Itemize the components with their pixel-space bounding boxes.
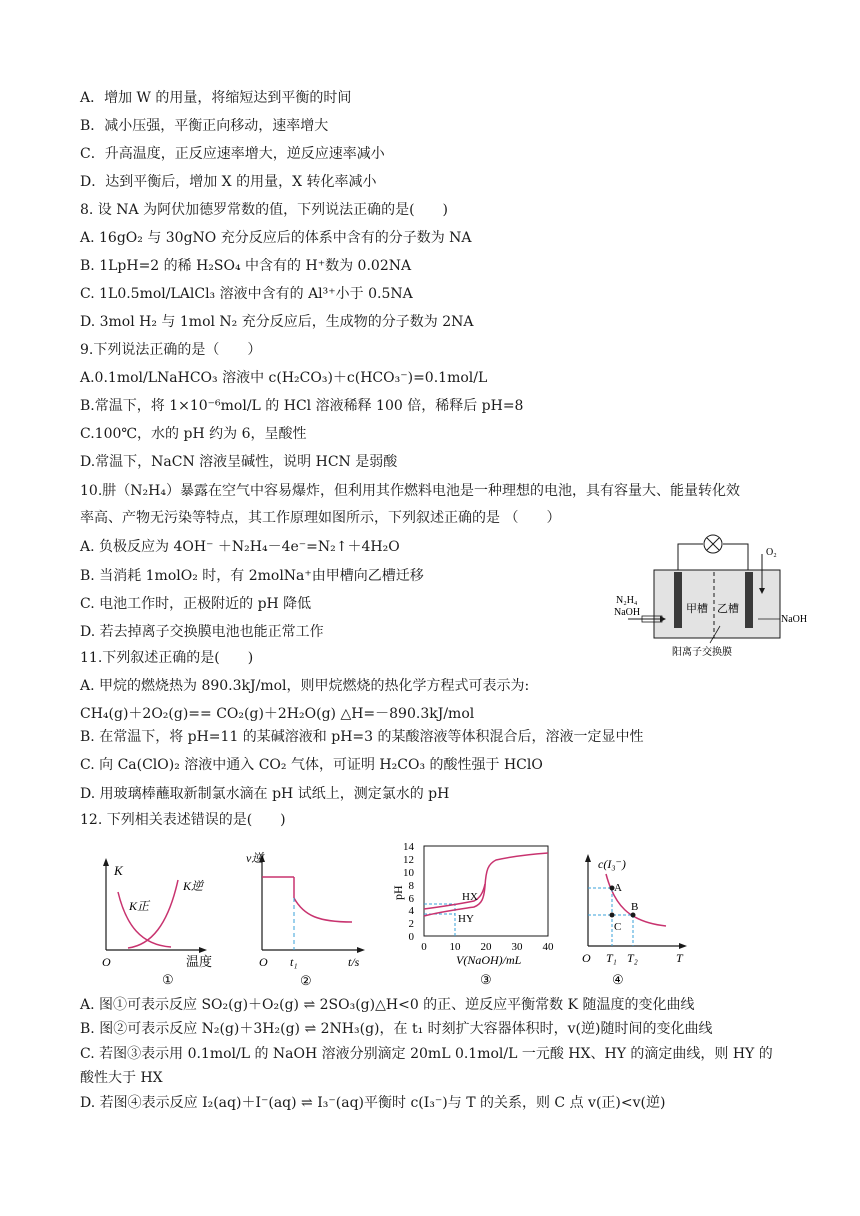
fig3-hy-label: HY xyxy=(458,913,474,925)
fig3-ytick-10: 10 xyxy=(403,867,414,879)
naoh-right-label: NaOH xyxy=(781,614,808,625)
fig3-xtick-30: 30 xyxy=(511,941,523,953)
q12-figure-3 xyxy=(384,838,570,990)
q12-figure-2 xyxy=(244,846,374,988)
q10-stem-line1: 10.肼（N₂H₄）暴露在空气中容易爆炸，但利用其作燃料电池是一种理想的电池，具有容量大、能量转化效 xyxy=(80,483,740,499)
q10-option-a: A. 负极反应为 4OH⁻ ＋N₂H₄－4e⁻=N₂↑＋4H₂O xyxy=(80,539,400,555)
fig4-b-label: B xyxy=(631,901,639,913)
fig4-xlabel: T xyxy=(676,951,683,965)
cell-a-label: 甲槽 xyxy=(686,603,708,615)
q8-option-b: B. 1LpH=2 的稀 H₂SO₄ 中含有的 H⁺数为 0.02NA xyxy=(80,258,412,274)
fig1-k-forward-label: K正 xyxy=(129,899,150,913)
q9-option-c: C.100℃，水的 pH 约为 6，呈酸性 xyxy=(80,426,307,442)
fig1-origin: O xyxy=(102,955,111,969)
q9-option-a: A.0.1mol/LNaHCO₃ 溶液中 c(H₂CO₃)＋c(HCO₃⁻)=0.1mol/L xyxy=(80,370,488,386)
q12-stem: 12. 下列相关表述错误的是( ) xyxy=(80,812,286,828)
q10-stem-line2: 率高、产物无污染等特点，其工作原理如图所示，下列叙述正确的是 （ ） xyxy=(80,510,561,526)
positive-electrode xyxy=(745,572,753,628)
fig3-xtick-20: 20 xyxy=(480,941,492,953)
fuel-cell-diagram xyxy=(600,530,830,660)
fig3-ytick-12: 12 xyxy=(403,854,414,866)
q7-option-c: C．升高温度，正反应速率增大，逆反应速率减小 xyxy=(80,146,385,162)
cell-b-label: 乙槽 xyxy=(717,603,739,615)
q10-option-b: B. 当消耗 1molO₂ 时，有 2molNa⁺由甲槽向乙槽迁移 xyxy=(80,568,424,584)
fig3-xtick-10: 10 xyxy=(449,941,461,953)
fig2-number: ② xyxy=(300,973,312,988)
fig2-xlabel: t/s xyxy=(348,955,360,969)
q8-option-d: D. 3mol H₂ 与 1mol N₂ 充分反应后，生成物的分子数为 2NA xyxy=(80,314,474,330)
fig4-t1: T₁ xyxy=(606,951,617,965)
q7-option-d: D．达到平衡后，增加 X 的用量，X 转化率减小 xyxy=(80,174,377,190)
membrane-label: 阳离子交换膜 xyxy=(672,647,732,658)
fig2-v-after xyxy=(294,898,352,922)
q10-option-d: D. 若去掉离子交换膜电池也能正常工作 xyxy=(80,624,324,640)
q11-option-c: C. 向 Ca(ClO)₂ 溶液中通入 CO₂ 气体，可证明 H₂CO₃ 的酸性强于 HClO xyxy=(80,757,543,773)
q12-figure-1 xyxy=(96,850,221,988)
fig3-number: ③ xyxy=(480,972,492,987)
fig3-ytick-0: 0 xyxy=(408,931,414,943)
fig2-ylabel: v逆 xyxy=(246,851,264,865)
q11-stem: 11.下列叙述正确的是( ) xyxy=(80,650,254,666)
naoh-left-label: NaOH xyxy=(614,607,641,618)
n2h4-label: N₂H₄ xyxy=(616,595,638,606)
q7-option-a: A．增加 W 的用量，将缩短达到平衡的时间 xyxy=(80,90,352,106)
fig4-ylabel: c(I₃⁻) xyxy=(598,857,626,871)
fig3-xtick-0: 0 xyxy=(421,941,427,953)
fig1-xlabel: 温度 xyxy=(186,954,213,969)
q9-option-d: D.常温下，NaCN 溶液呈碱性，说明 HCN 是弱酸 xyxy=(80,454,398,470)
negative-electrode xyxy=(674,572,682,628)
fig3-hx-label: HX xyxy=(462,891,478,903)
fig4-c-label: C xyxy=(614,921,622,933)
q9-stem: 9.下列说法正确的是（ ） xyxy=(80,342,262,358)
q8-option-c: C. 1L0.5mol/LAlCl₃ 溶液中含有的 Al³⁺小于 0.5NA xyxy=(80,286,413,302)
q12-option-c: C. 若图③表示用 0.1mol/L 的 NaOH 溶液分别滴定 20mL 0.1mol/L 一元酸 HX、HY 的滴定曲线，则 HY 的 xyxy=(80,1046,773,1062)
q12-option-b: B. 图②可表示反应 N₂(g)＋3H₂(g) ⇌ 2NH₃(g)，在 t₁ 时刻扩大容器体积时，v(逆)随时间的变化曲线 xyxy=(80,1021,713,1037)
fig3-ytick-4: 4 xyxy=(408,905,414,917)
fig3-xtick-40: 40 xyxy=(542,941,554,953)
fig3-ytick-6: 6 xyxy=(408,893,414,905)
fig3-xlabel: V(NaOH)/mL xyxy=(456,953,522,967)
fig2-t1: t₁ xyxy=(290,955,298,969)
q11-equation: CH₄(g)＋2O₂(g)== CO₂(g)＋2H₂O(g) △H=－890.3kJ/mol xyxy=(80,706,475,722)
fig1-number: ① xyxy=(162,972,174,987)
fig4-a-label: A xyxy=(614,882,622,894)
q8-stem: 8. 设 NA 为阿伏加德罗常数的值，下列说法正确的是( ) xyxy=(80,202,448,218)
fig4-b-dashed xyxy=(588,915,633,946)
q10-option-c: C. 电池工作时，正极附近的 pH 降低 xyxy=(80,596,312,612)
q11-option-b: B. 在常温下，将 pH=11 的某碱溶液和 pH=3 的某酸溶液等体积混合后，溶液一定显中性 xyxy=(80,729,644,745)
o2-label: O₂ xyxy=(766,547,777,558)
q7-option-b: B．减小压强，平衡正向移动，速率增大 xyxy=(80,118,329,134)
q9-option-b: B.常温下，将 1×10⁻⁶mol/L 的 HCl 溶液稀释 100 倍，稀释后 pH=8 xyxy=(80,398,524,414)
q12-option-a: A. 图①可表示反应 SO₂(g)＋O₂(g) ⇌ 2SO₃(g)△H<0 的正、逆反应平衡常数 K 随温度的变化曲线 xyxy=(80,997,695,1013)
fig4-t2: T₂ xyxy=(627,951,638,965)
fig4-point-c xyxy=(610,913,615,918)
fig4-a-dashed xyxy=(588,888,612,946)
fig3-ytick-2: 2 xyxy=(408,918,414,930)
fig4-origin: O xyxy=(582,951,591,965)
q11-option-a: A. 甲烷的燃烧热为 890.3kJ/mol，则甲烷燃烧的热化学方程式可表示为: xyxy=(80,678,530,694)
fig3-plot-frame xyxy=(424,846,548,936)
q12-figure-4 xyxy=(576,846,706,988)
q12-option-d: D. 若图④表示反应 I₂(aq)＋I⁻(aq) ⇌ I₃⁻(aq)平衡时 c(I₃⁻)与 T 的关系，则 C 点 v(正)<v(逆) xyxy=(80,1095,666,1111)
fig3-ylabel: pH xyxy=(391,885,405,900)
fig4-number: ④ xyxy=(612,972,624,987)
fig2-origin: O xyxy=(259,955,268,969)
fig4-point-b xyxy=(631,913,636,918)
fig3-x-ticks xyxy=(421,941,554,953)
fig1-k-reverse-label: K逆 xyxy=(183,879,204,893)
q8-option-a: A. 16gO₂ 与 30gNO 充分反应后的体系中含有的分子数为 NA xyxy=(80,230,472,246)
fig1-ylabel: K xyxy=(114,863,123,878)
fig3-ytick-8: 8 xyxy=(408,880,414,892)
fig3-ytick-14: 14 xyxy=(403,841,414,853)
fig1-k-reverse-curve xyxy=(128,880,178,948)
q12-option-c-cont: 酸性大于 HX xyxy=(80,1070,163,1086)
lamp-icon xyxy=(704,535,722,553)
q11-option-d: D. 用玻璃棒蘸取新制氯水滴在 pH 试纸上，测定氯水的 pH xyxy=(80,786,450,802)
